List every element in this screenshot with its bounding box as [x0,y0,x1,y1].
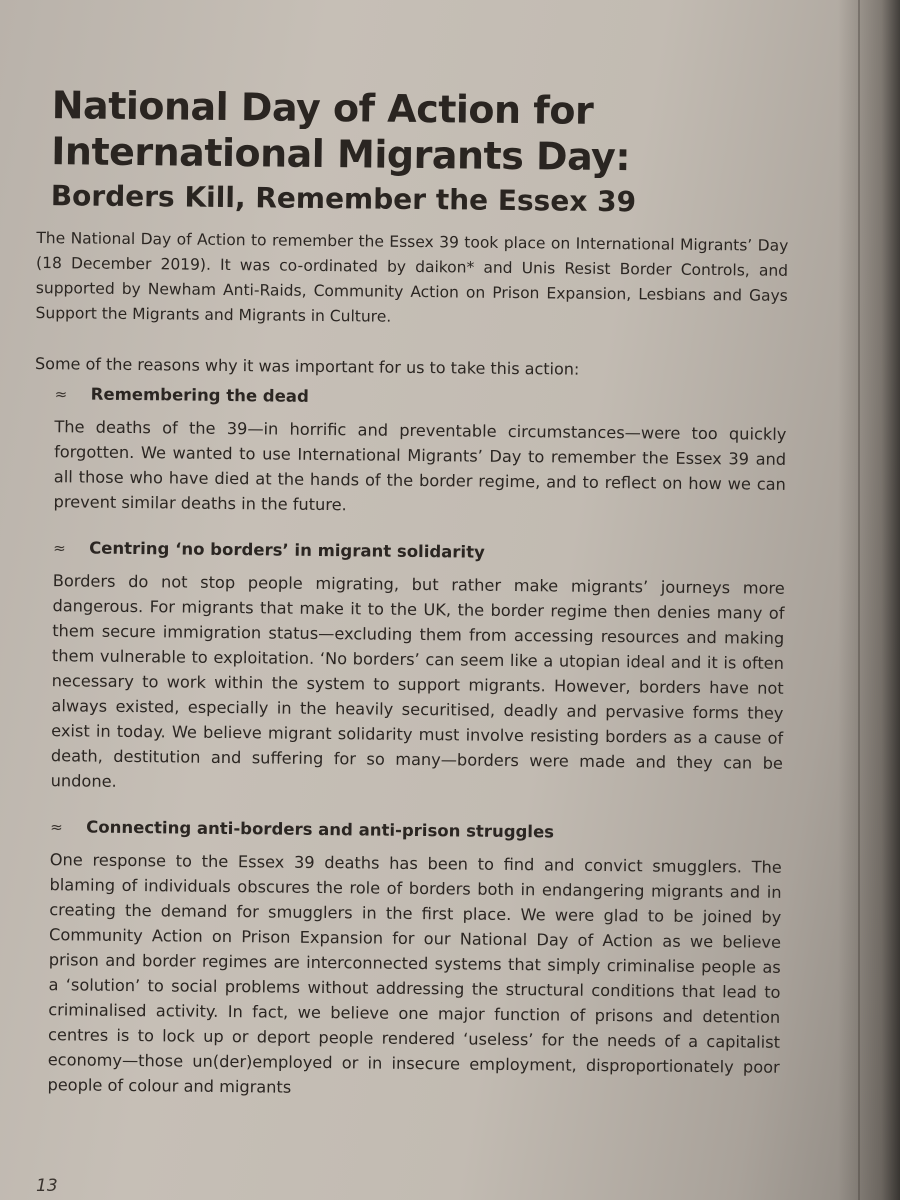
wave-bullet-icon: ≈ [54,385,68,404]
section-paragraph: Borders do not stop people migrating, but rather make migrants’ journeys more dangerous. For migrants that make it to the UK, the border regime then denies many of them secure immigration status—excluding them from accessing resources and making them vulnerable to exploitation. ‘No borders’ can seem like a utopian ideal and it is often necessary to work within the system to support migrants. However, borders have not always existed, especially in the heavily securitised, deadly and pervasive forms they exist in today. We believe migrant solidarity must involve resisting borders as a cause of death, destitution and suffering for so many—borders were made and they can be undone. [50,571,785,791]
section-anti-borders-anti-prison [27,815,782,1105]
section-heading: Connecting anti-borders and anti-prison struggles [86,817,555,842]
page-title: National Day of Action for International Migrants Day: [51,83,631,180]
section-no-borders [31,536,786,801]
page-content [27,82,790,1127]
section-heading-row [55,382,787,414]
section-heading: Centring ‘no borders’ in migrant solidarity [89,538,485,562]
page-subtitle: Borders Kill, Remember the Essex 39 [50,179,637,219]
section-heading: Remembering the dead [90,384,309,406]
section-heading-row [53,536,785,568]
wave-bullet-icon: ≈ [50,818,63,837]
section-paragraph: One response to the Essex 39 deaths has been to find and convict smugglers. The blaming of individuals obscures the role of borders both in endangering migrants and in creating the demand for smugglers in the first place. We were glad to be joined by Community Action on Prison Expansion for our National Day of Action as we believe prison and border regimes are interconnected systems that simply criminalise people as a ‘solution’ to social problems without addressing the structural conditions that lead to criminalised activity. In fact, we believe one major function of prisons and detention centres is to lock up or deport people rendered ‘useless’ for the needs of a capitalist economy—those un(der)employed or in insecure employment, disproportionately poor people of colour and migrants [47,850,782,1097]
section-heading-row [50,815,782,847]
page-edge-shadow [838,0,900,1200]
lead-sentence: Some of the reasons why it was important for us to take this action: [34,353,580,379]
page-edge-line [858,0,860,1200]
wave-bullet-icon: ≈ [53,539,66,558]
section-paragraph: The deaths of the 39—in horrific and preventable circumstances—were too quickly forgotten. We wanted to use International Migrants’ Day to remember the Essex 39 and all those who have died at the hands of the border regime, and to reflect on how we can prevent similar deaths in the future. [53,417,787,515]
section-remembering-the-dead [33,382,786,522]
intro-paragraph: The National Day of Action to remember the Essex 39 took place on International Migrants’ Day (18 December 2019). It was co-ordinated by daikon* and Unis Resist Border Controls, and supported by Newham Anti-Raids, Community Action on Prison Expansion, Lesbians and Gays Support the Migrants and Migrants in Culture. [35,228,789,326]
page-number: 13 [36,1176,58,1196]
